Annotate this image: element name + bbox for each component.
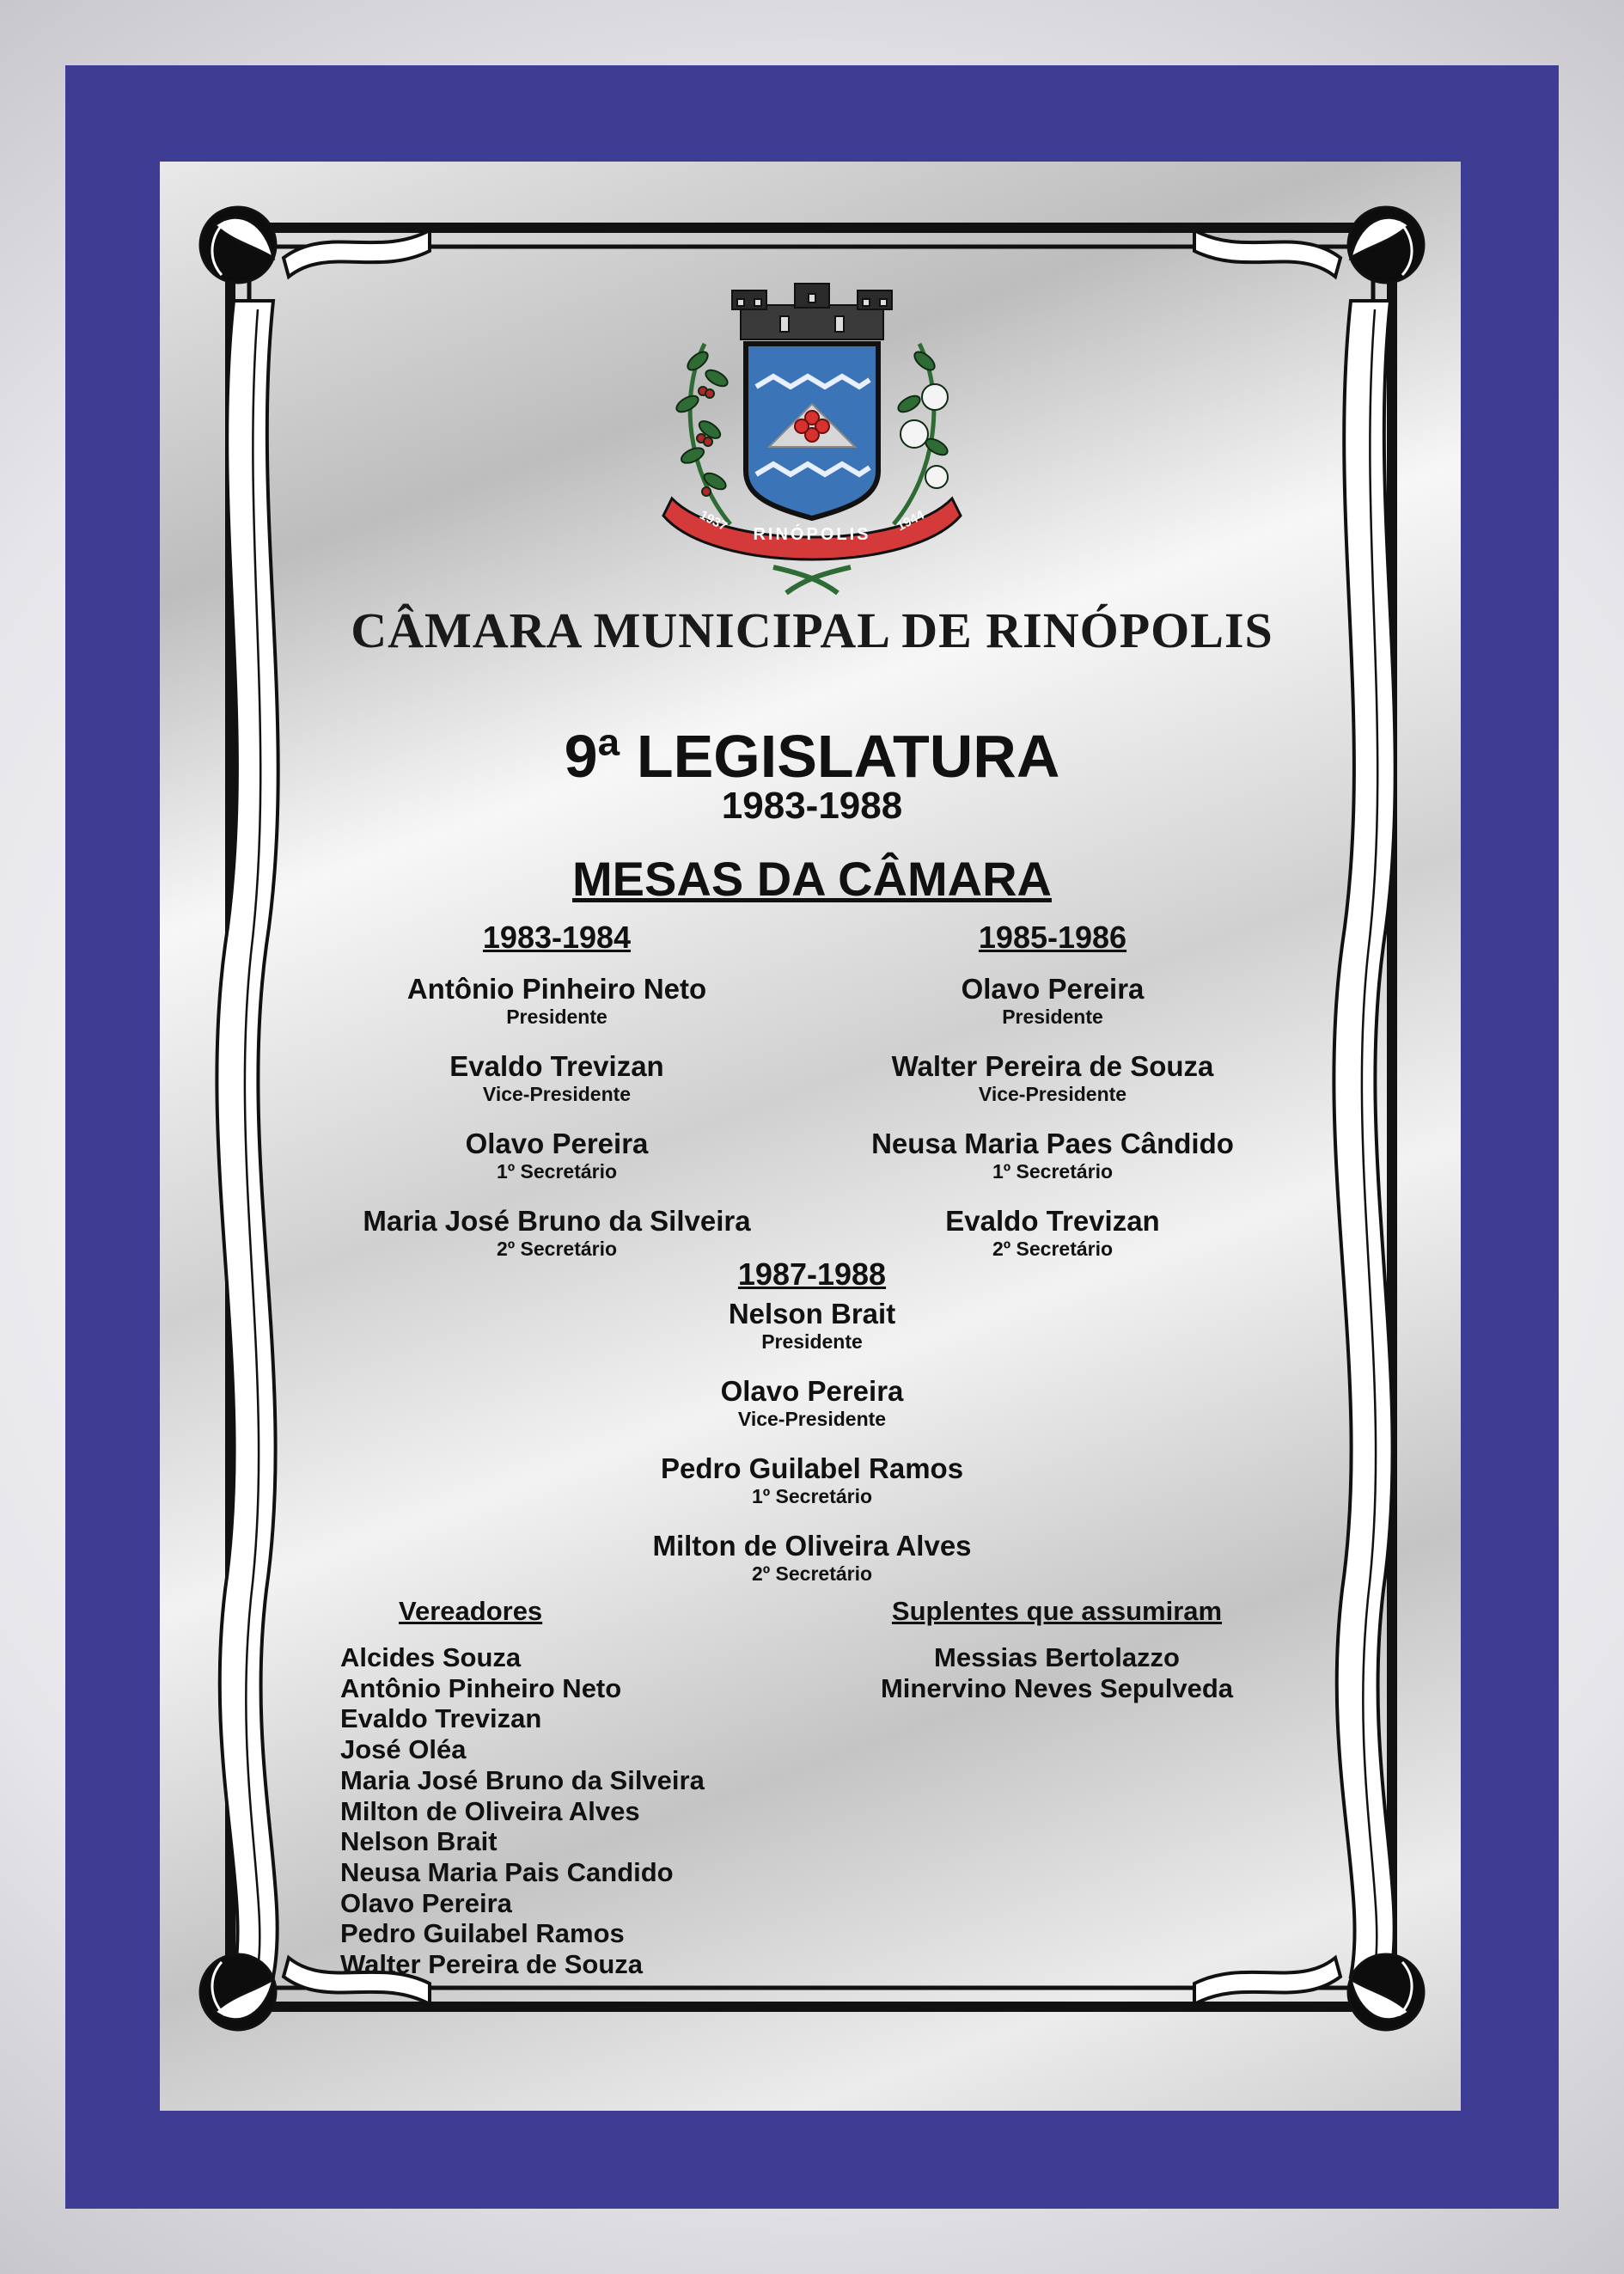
board-member <box>299 1128 815 1183</box>
member-role: 2º Secretário <box>992 1238 1114 1260</box>
member-role: 2º Secretário <box>751 1562 873 1585</box>
boards-heading: MESAS DA CÂMARA <box>572 852 1052 906</box>
corner-rosette-top-left <box>200 207 276 283</box>
coat-of-arms <box>663 284 961 593</box>
board-period: 1987-1988 <box>737 1256 887 1292</box>
board-1985-1986 <box>795 920 1310 1282</box>
list-item: Evaldo Trevizan <box>340 1703 542 1734</box>
board-member <box>299 1050 815 1105</box>
board-period: 1985-1986 <box>978 920 1127 955</box>
mural-crown <box>732 284 892 339</box>
coffee-branch <box>674 344 730 524</box>
member-role: Vice-Presidente <box>482 1083 632 1105</box>
chamber-title: CÂMARA MUNICIPAL DE RINÓPOLIS <box>351 602 1273 658</box>
list-item: Minervino Neves Sepulveda <box>880 1672 1234 1703</box>
list-item: Alcides Souza <box>340 1642 522 1672</box>
board-member <box>795 1128 1310 1183</box>
legislature-years: 1983-1988 <box>721 785 903 827</box>
member-role: Presidente <box>506 1006 607 1028</box>
list-item: Olavo Pereira <box>340 1887 512 1918</box>
banner-year-left: 1937 <box>697 507 730 535</box>
substitutes-list <box>851 1642 1263 1703</box>
member-name: Evaldo Trevizan <box>945 1205 1160 1237</box>
cotton-branch <box>894 344 950 524</box>
top-ribbon <box>284 230 1340 277</box>
list-item: Nelson Brait <box>340 1826 498 1857</box>
list-item: José Oléa <box>340 1734 467 1765</box>
banner-text: RINÓPOLIS <box>753 525 871 544</box>
member-role: Vice-Presidente <box>978 1083 1127 1105</box>
member-role: 1º Secretário <box>992 1160 1114 1183</box>
member-role: 1º Secretário <box>496 1160 618 1183</box>
board-member <box>299 1205 815 1260</box>
member-name: Neusa Maria Paes Cândido <box>871 1128 1234 1159</box>
member-role: Presidente <box>761 1330 863 1353</box>
list-item: Neusa Maria Pais Candido <box>340 1856 674 1887</box>
councilors-list <box>340 1642 787 1980</box>
list-item: Antônio Pinheiro Neto <box>340 1672 622 1703</box>
member-role: 1º Secretário <box>751 1485 873 1507</box>
board-member <box>795 973 1310 1028</box>
board-member <box>554 1452 1070 1507</box>
member-name: Walter Pereira de Souza <box>891 1050 1214 1082</box>
board-1987-1988 <box>554 1256 1070 1607</box>
list-item: Walter Pereira de Souza <box>340 1949 644 1980</box>
corner-rosette-bottom-right <box>1348 1954 1424 2030</box>
board-period: 1983-1984 <box>482 920 632 955</box>
member-name: Pedro Guilabel Ramos <box>660 1452 964 1484</box>
board-member <box>795 1050 1310 1105</box>
member-name: Milton de Oliveira Alves <box>652 1530 972 1562</box>
member-name: Maria José Bruno da Silveira <box>363 1205 751 1237</box>
substitutes-section <box>851 1596 1263 1703</box>
member-role: Presidente <box>1002 1006 1103 1028</box>
board-member <box>299 973 815 1028</box>
corner-rosette-bottom-left <box>200 1954 276 2030</box>
board-member <box>554 1298 1070 1353</box>
list-item: Milton de Oliveira Alves <box>340 1795 640 1826</box>
corner-rosette-top-right <box>1348 207 1424 283</box>
member-name: Evaldo Trevizan <box>449 1050 664 1082</box>
member-name: Olavo Pereira <box>961 973 1145 1005</box>
member-name: Olavo Pereira <box>465 1128 649 1159</box>
legislature-title: 9ª LEGISLATURA <box>564 723 1060 790</box>
board-1983-1984 <box>299 920 815 1282</box>
councilors-section <box>340 1596 787 1980</box>
member-role: Vice-Presidente <box>737 1408 887 1430</box>
substitutes-heading: Suplentes que assumiram <box>891 1596 1223 1626</box>
board-member <box>795 1205 1310 1260</box>
list-item: Maria José Bruno da Silveira <box>340 1764 705 1795</box>
member-name: Olavo Pereira <box>720 1375 904 1407</box>
right-ribbon <box>1334 301 1395 1977</box>
board-member <box>554 1375 1070 1430</box>
list-item: Messias Bertolazzo <box>934 1642 1180 1672</box>
list-item: Pedro Guilabel Ramos <box>340 1918 625 1949</box>
member-name: Nelson Brait <box>728 1298 896 1330</box>
councilors-heading: Vereadores <box>399 1596 543 1626</box>
banner-year-right: 1944 <box>894 507 927 535</box>
member-role: 2º Secretário <box>496 1238 618 1260</box>
board-member <box>554 1530 1070 1585</box>
member-name: Antônio Pinheiro Neto <box>406 973 707 1005</box>
